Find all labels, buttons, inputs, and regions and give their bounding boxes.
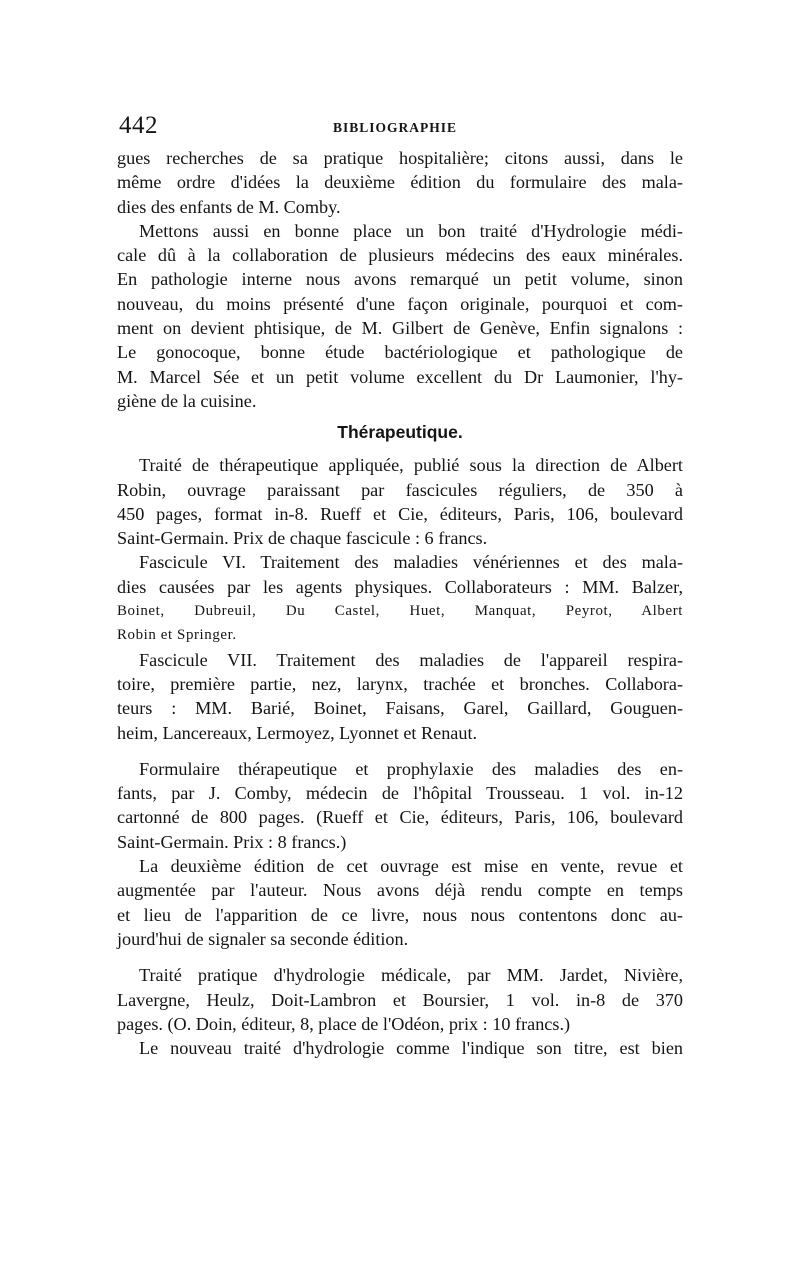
text-line: giène de la cuisine.: [117, 390, 257, 411]
running-head: BIBLIOGRAPHIE: [333, 120, 458, 135]
text-line: En pathologie interne nous avons remarqué un petit volume, sinon: [117, 269, 683, 290]
text-line: Saint-Germain. Prix : 8 francs.): [117, 831, 347, 852]
text-line: Fascicule VI. Traitement des maladies vénériennes et des mala-: [139, 552, 683, 573]
text-line: cale dû à la collaboration de plusieurs médecins des eaux minérales.: [117, 245, 683, 266]
text-line: Formulaire thérapeutique et prophylaxie des maladies des en-: [139, 758, 683, 779]
text-line: dies causées par les agents physiques. Collaborateurs : MM. Balzer,: [117, 576, 683, 597]
text-line: 450 pages, format in-8. Rueff et Cie, éditeurs, Paris, 106, boulevard: [117, 503, 683, 524]
text-line: nouveau, du moins présenté d'une façon originale, pourquoi et com-: [117, 293, 683, 314]
text-line: gues recherches de sa pratique hospitalière; citons aussi, dans le: [117, 148, 683, 168]
text-line: Fascicule VII. Traitement des maladies de l'appareil respira-: [139, 649, 683, 670]
text-line: cartonné de 800 pages. (Rueff et Cie, éditeurs, Paris, 106, boulevard: [117, 807, 683, 828]
spacer: [117, 951, 683, 963]
text-line: La deuxième édition de cet ouvrage est mise en vente, revue et: [139, 856, 683, 877]
text-line: pages. (O. Doin, éditeur, 8, place de l'Odéon, prix : 10 francs.): [117, 1013, 571, 1034]
body-text: [117, 146, 683, 1060]
text-line: Lavergne, Heulz, Doit-Lambron et Boursier, 1 vol. in-8 de 370: [117, 989, 683, 1010]
text-line: toire, première partie, nez, larynx, trachée et bronches. Collabora-: [117, 673, 683, 694]
text-line: Robin et Springer.: [117, 627, 237, 644]
text-line: Le nouveau traité d'hydrologie comme l'indique son titre, est bien: [139, 1038, 683, 1059]
text-line: Traité de thérapeutique appliquée, publié sous la direction de Albert: [139, 455, 683, 476]
text-line: fants, par J. Comby, médecin de l'hôpital Trousseau. 1 vol. in-12: [117, 783, 683, 804]
text-line: Traité pratique d'hydrologie médicale, par MM. Jardet, Nivière,: [139, 965, 683, 986]
page-header: [119, 112, 681, 142]
text-line: teurs : MM. Barié, Boinet, Faisans, Garel, Gaillard, Gouguen-: [117, 698, 683, 719]
text-line: Boinet, Dubreuil, Du Castel, Huet, Manquat, Peyrot, Albert: [117, 603, 683, 620]
text-line: Le gonocoque, bonne étude bactériologique et pathologique de: [117, 342, 683, 363]
section-heading: Thérapeutique.: [337, 422, 463, 443]
text-line: M. Marcel Sée et un petit volume excellent du Dr Laumonier, l'hy-: [117, 366, 683, 387]
text-line: dies des enfants de M. Comby.: [117, 196, 341, 217]
spacer: [117, 745, 683, 757]
text-line: jourd'hui de signaler sa seconde édition.: [117, 928, 409, 949]
text-line: Saint-Germain. Prix de chaque fascicule : 6 francs.: [117, 528, 488, 549]
text-line: ment on devient phtisique, de M. Gilbert de Genève, Enfin signalons :: [117, 318, 683, 339]
text-line: heim, Lancereaux, Lermoyez, Lyonnet et Renaut.: [117, 722, 478, 743]
text-line: Robin, ouvrage paraissant par fascicules réguliers, de 350 à: [117, 479, 683, 500]
text-line: et lieu de l'apparition de ce livre, nous nous contentons donc au-: [117, 904, 683, 925]
text-line: augmentée par l'auteur. Nous avons déjà rendu compte en temps: [117, 880, 683, 901]
page-number: 442: [119, 112, 158, 139]
text-line: Mettons aussi en bonne place un bon traité d'Hydrologie médi-: [139, 220, 683, 241]
text-line: même ordre d'idées la deuxième édition du formulaire des mala-: [117, 172, 683, 193]
